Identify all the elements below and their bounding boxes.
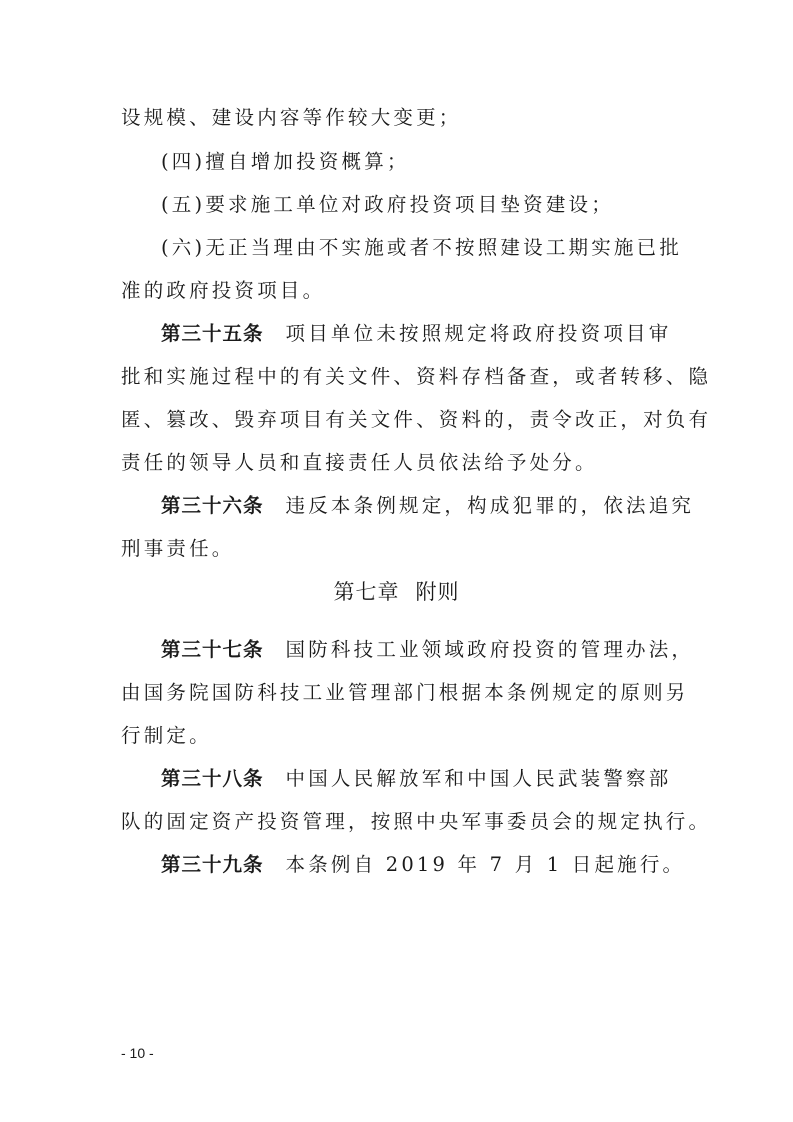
article-35-text: 匿、篡改、毁弃项目有关文件、资料的，责令改正，对负有 [121,408,712,431]
article-37-text: 国防科技工业领域政府投资的管理办法， [285,638,695,661]
article-36-text: 刑事责任。 [121,537,235,560]
list-item: (四)擅自增加投资概算； [161,150,410,173]
article-35-title: 第三十五条 [161,322,264,345]
page-number: - 10 - [121,1045,154,1061]
article-35-text: 责任的领导人员和直接责任人员依法给予处分。 [121,451,598,474]
article-37-text: 行制定。 [121,724,212,747]
article-37-text: 由国务院国防科技工业管理部门根据本条例规定的原则另 [121,681,689,704]
text-line: 设规模、建设内容等作较大变更； [121,106,462,129]
article-35-text: 项目单位未按照规定将政府投资项目审 [285,322,672,345]
article-38-text: 中国人民解放军和中国人民武装警察部 [285,767,672,790]
chapter-number: 第七章 [333,580,400,604]
article-36-first-line [161,491,695,521]
chapter-heading [0,577,793,607]
article-35-text: 批和实施过程中的有关文件、资料存档备查，或者转移、隐 [121,365,712,388]
list-item: (六)无正当理由不实施或者不按照建设工期实施已批 [161,236,683,259]
list-item: (五)要求施工单位对政府投资项目垫资建设； [161,193,614,216]
article-37-first-line [161,635,695,665]
article-39-text: 本条例自 2019 年 7 月 1 日起施行。 [285,853,686,876]
article-37-title: 第三十七条 [161,638,264,661]
article-36-title: 第三十六条 [161,494,264,517]
article-36-text: 违反本条例规定，构成犯罪的，依法追究 [285,494,695,517]
article-39-title: 第三十九条 [161,853,264,876]
chapter-name: 附则 [415,580,460,604]
text-line: 准的政府投资项目。 [121,279,326,302]
article-35-first-line [161,319,681,349]
article-38-first-line [161,764,681,794]
article-38-title: 第三十八条 [161,767,264,790]
article-39-first-line [161,850,686,880]
article-38-text: 队的固定资产投资管理，按照中央军事委员会的规定执行。 [121,810,712,833]
